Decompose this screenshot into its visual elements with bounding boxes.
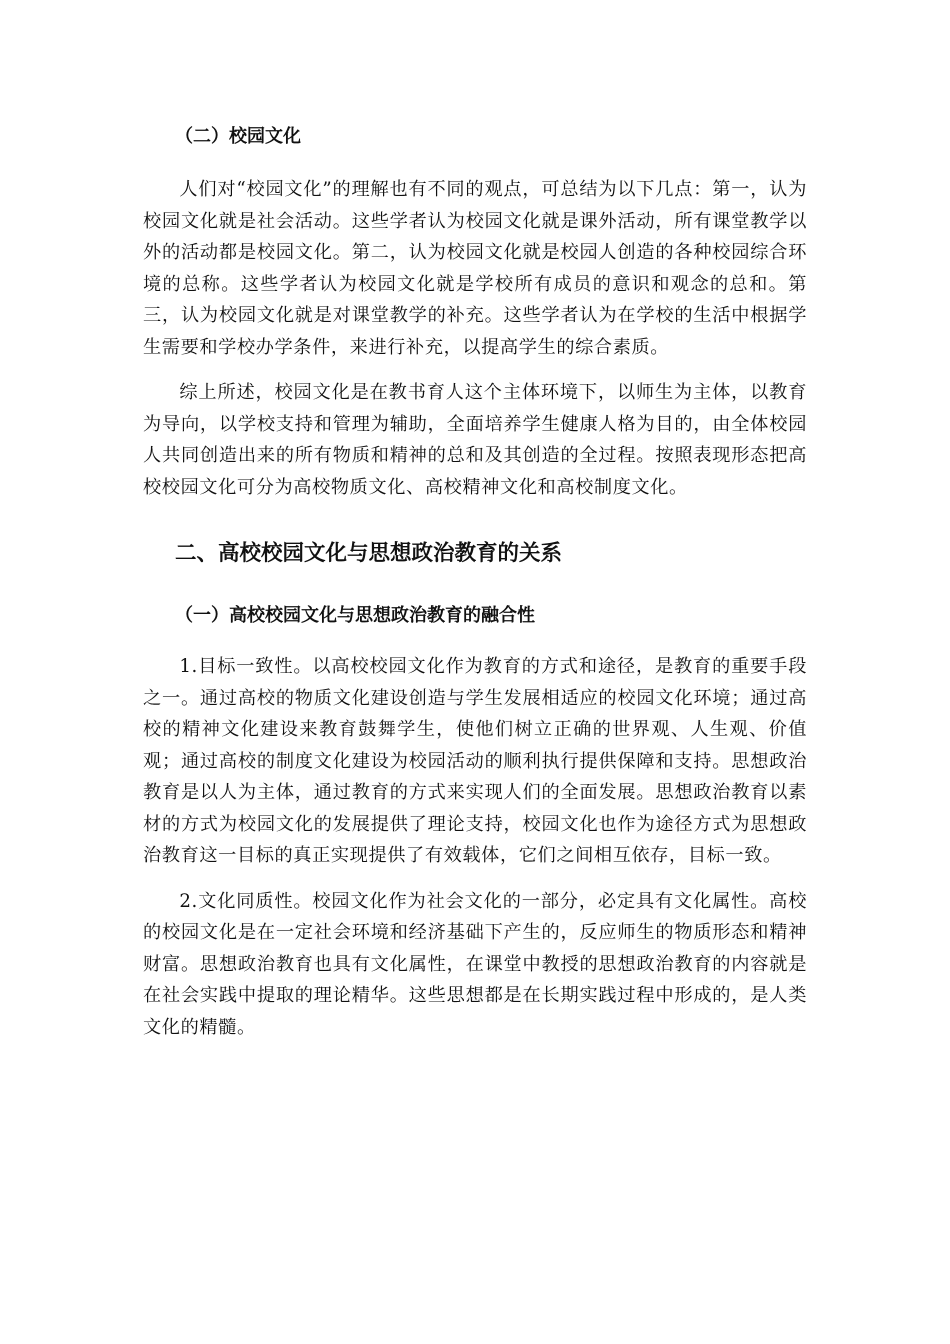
document-body: [143, 118, 807, 1043]
paragraph-campus-culture-summary: 综上所述，校园文化是在教书育人这个主体环境下，以师生为主体，以教育为导向，以学校支持和管理为辅助，全面培养学生健康人格为目的，由全体校园人共同创造出来的所有物质和精神的总和及其创造的全过程。按照表现形态把高校校园文化可分为高校物质文化、高校精神文化和高校制度文化。: [143, 382, 807, 498]
spacer: [143, 503, 807, 531]
section-heading-integration: （一）高校校园文化与思想政治教育的融合性: [175, 605, 535, 626]
section-heading-campus-culture: （二）校园文化: [175, 126, 301, 147]
paragraph-campus-culture-views: 人们对“校园文化”的理解也有不同的观点，可总结为以下几点：第一，认为校园文化就是社会活动。这些学者认为校园文化就是课外活动，所有课堂教学以外的活动都是校园文化。第二，认为校园文化就是校园人创造的各种校园综合环境的总称。这些学者认为校园文化就是学校所有成员的意识和观念的总和。第三，认为校园文化就是对课堂教学的补充。这些学者认为在学校的生活中根据学生需要和学校办学条件，来进行补充，以提高学生的综合素质。: [143, 179, 807, 358]
paragraph-goal-consistency: 1.目标一致性。以高校校园文化作为教育的方式和途径，是教育的重要手段之一。通过高校的物质文化建设创造与学生发展相适应的校园文化环境；通过高校的精神文化建设来教育鼓舞学生，使他们树立正确的世界观、人生观、价值观；通过高校的制度文化建设为校园活动的顺利执行提供保障和支持。思想政治教育是以人为主体，通过教育的方式来实现人们的全面发展。思想政治教育以素材的方式为校园文化的发展提供了理论支持，校园文化也作为途径方式为思想政治教育这一目标的真正实现提供了有效载体，它们之间相互依存，目标一致。: [143, 656, 807, 866]
spacer: [143, 872, 807, 886]
chapter-heading-relation: 二、高校校园文化与思想政治教育的关系: [175, 541, 563, 566]
spacer: [143, 156, 807, 174]
paragraph-cultural-homogeneity: 2.文化同质性。校园文化作为社会文化的一部分，必定具有文化属性。高校的校园文化是在一定社会环境和经济基础下产生的，反应师生的物质形态和精神财富。思想政治教育也具有文化属性，在课堂中教授的思想政治教育的内容就是在社会实践中提取的理论精华。这些思想都是在长期实践过程中形成的，是人类文化的精髓。: [143, 890, 807, 1038]
spacer: [143, 635, 807, 651]
spacer: [143, 363, 807, 377]
spacer: [143, 577, 807, 597]
